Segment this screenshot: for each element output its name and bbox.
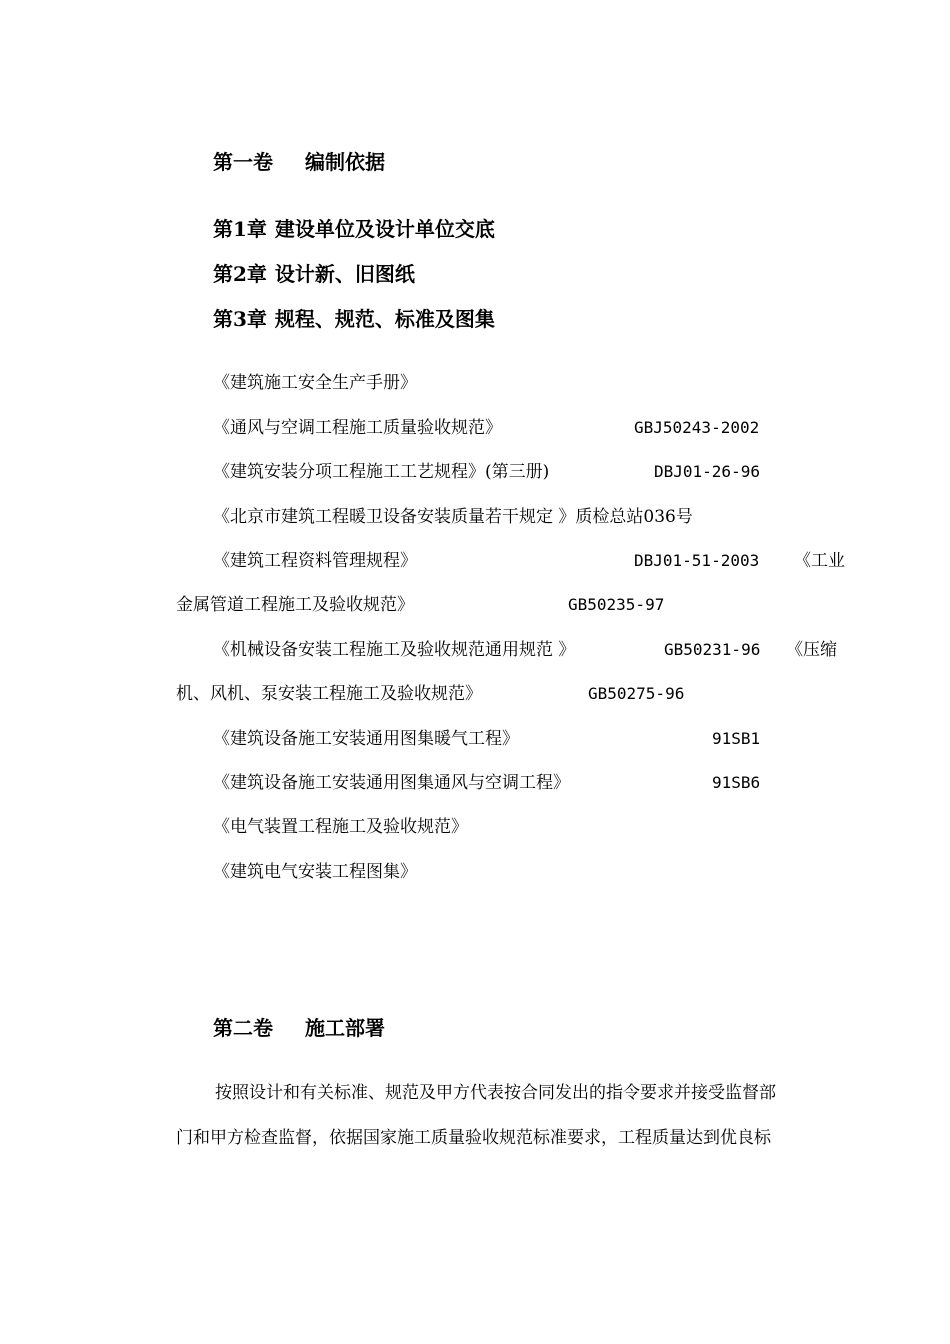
reference-item-start: 《压缩 [786, 640, 837, 660]
reference-code: GBJ50243-2002 [634, 418, 760, 437]
reference-item-continuation: 金属管道工程施工及验收规范》 [176, 595, 414, 615]
reference-item: 《通风与空调工程施工质量验收规范》 [213, 418, 502, 438]
reference-item: 《建筑安装分项工程施工工艺规程》(第三册) [213, 462, 550, 482]
chapter-1-title: 建设单位及设计单位交底 [274, 217, 495, 241]
reference-item: 《电气装置工程施工及验收规范》 [213, 817, 468, 837]
reference-code: GB50235-97 [568, 595, 665, 614]
body-paragraph-line: 门和甲方检查监督，依据国家施工质量验收规范标准要求，工程质量达到优良标 [176, 1128, 771, 1148]
reference-item-start: 《工业 [794, 551, 845, 571]
reference-item-continuation: 机、风机、泵安装工程施工及验收规范》 [176, 684, 482, 704]
reference-item: 《建筑设备施工安装通用图集通风与空调工程》 [213, 773, 570, 793]
reference-item: 《建筑工程资料管理规程》 [213, 551, 417, 571]
reference-item: 《北京市建筑工程暖卫设备安装质量若干规定 》质检总站036号 [213, 507, 693, 527]
chapter-3-heading [213, 306, 495, 332]
body-paragraph-line: 按照设计和有关标准、规范及甲方代表按合同发出的指令要求并接受监督部 [215, 1083, 776, 1103]
reference-item: 《建筑设备施工安装通用图集暖气工程》 [213, 729, 519, 749]
volume-1-title: 编制依据 [305, 150, 385, 174]
chapter-2-heading [213, 261, 415, 287]
reference-item: 《建筑施工安全生产手册》 [213, 373, 417, 393]
reference-code: 91SB6 [712, 773, 761, 792]
chapter-3-label: 第3章 [213, 307, 267, 331]
volume-2-title: 施工部署 [305, 1016, 385, 1040]
reference-code: DBJ01-26-96 [654, 462, 760, 481]
volume-2-heading [213, 1015, 385, 1041]
chapter-1-label: 第1章 [213, 217, 267, 241]
reference-code: GB50231-96 [664, 640, 761, 659]
chapter-2-label: 第2章 [213, 262, 267, 286]
chapter-2-title: 设计新、旧图纸 [274, 262, 415, 286]
reference-item: 《机械设备安装工程施工及验收规范通用规范 》 [213, 640, 576, 660]
reference-code: DBJ01-51-2003 [634, 551, 760, 570]
chapter-3-title: 规程、规范、标准及图集 [274, 307, 495, 331]
volume-2-label: 第二卷 [213, 1016, 273, 1040]
volume-1-label: 第一卷 [213, 150, 273, 174]
reference-code: 91SB1 [712, 729, 761, 748]
chapter-1-heading [213, 216, 495, 242]
volume-1-heading [213, 149, 385, 175]
reference-item: 《建筑电气安装工程图集》 [213, 862, 417, 882]
reference-code: GB50275-96 [588, 684, 685, 703]
